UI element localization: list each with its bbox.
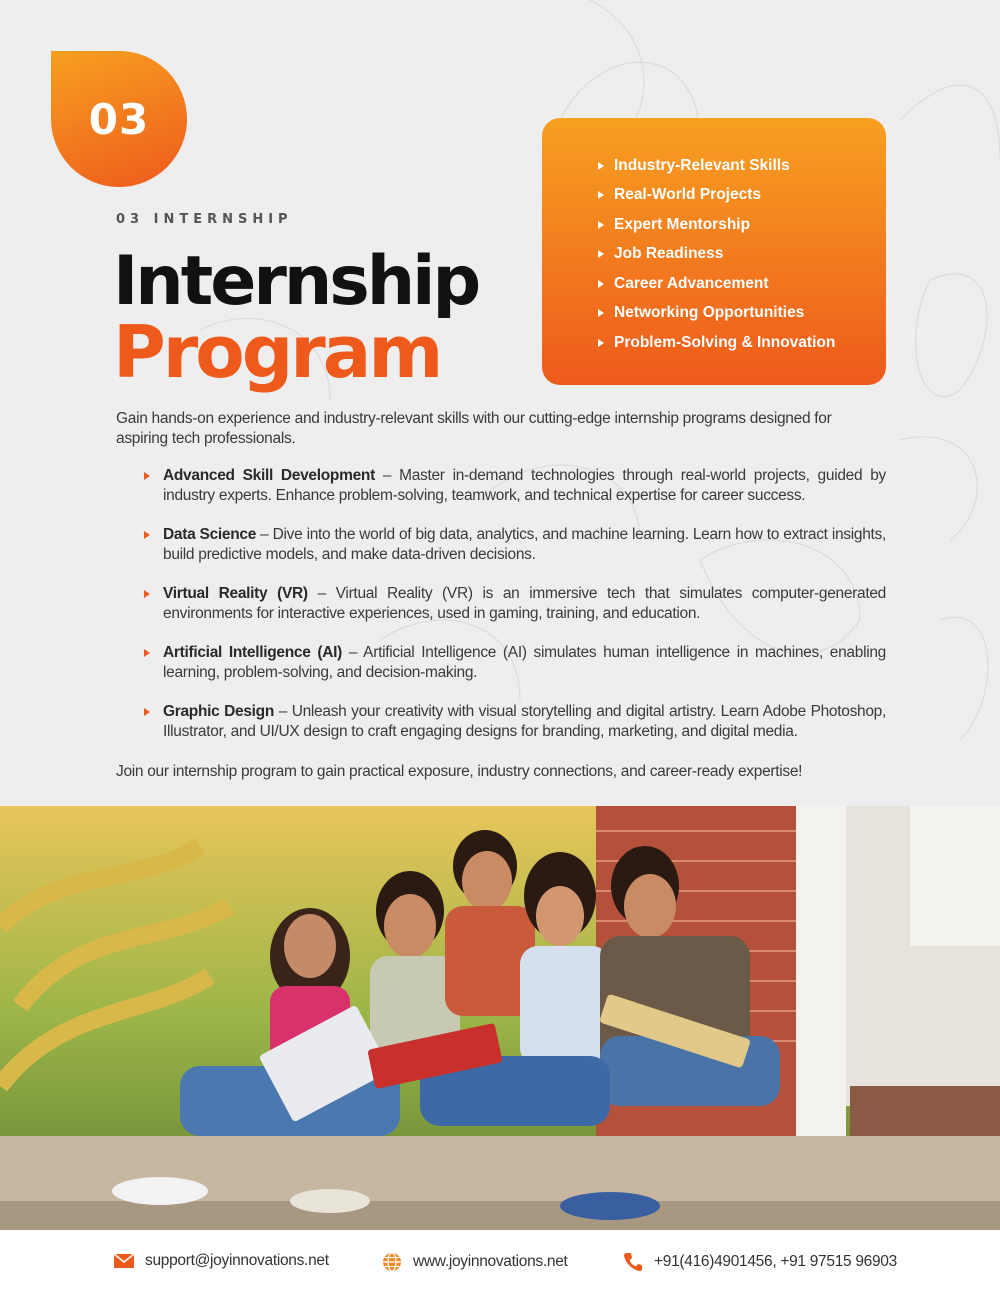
highlights-list — [598, 151, 886, 358]
feature-description: – Unleash your creativity with visual storytelling and digital artistry. Learn Adobe Photoshop, Illustrator, and UI/UX design to craft engaging designs for branding, marketing, and digital media. — [163, 703, 886, 740]
feature-item — [140, 584, 886, 643]
feature-name: Virtual Reality (VR) — [163, 585, 308, 602]
feature-item — [140, 702, 886, 761]
highlight-item: Career Advancement — [598, 269, 886, 299]
section-number-badge — [51, 51, 187, 187]
highlight-item: Job Readiness — [598, 240, 886, 270]
bullet-arrow-icon — [598, 191, 604, 199]
highlights-card — [542, 118, 886, 385]
page-footer — [0, 1230, 1000, 1294]
page-title-line2: Program — [113, 310, 441, 394]
bullet-arrow-icon — [144, 708, 150, 716]
page-title-line1: Internship — [113, 242, 479, 321]
feature-description: – Artificial Intelligence (AI) simulates human intelligence in machines, enabling learning, problem-solving, and decision-making. — [163, 644, 887, 681]
feature-name: Advanced Skill Development — [163, 467, 375, 484]
highlight-item: Expert Mentorship — [598, 210, 886, 240]
feature-description: – Dive into the world of big data, analytics, and machine learning. Learn how to extract insights, build predictive models, and make data-driven decisions. — [163, 526, 886, 563]
highlight-item: Networking Opportunities — [598, 299, 886, 329]
feature-description: – Virtual Reality (VR) is an immersive tech that simulates computer-generated environments for interactive experiences, used in gaming, training, and education. — [163, 585, 886, 622]
highlight-item: Real-World Projects — [598, 181, 886, 211]
students-photo — [0, 806, 1000, 1230]
bullet-arrow-icon — [144, 531, 150, 539]
closing-paragraph: Join our internship program to gain practical exposure, industry connections, and career-ready expertise! — [116, 763, 803, 780]
feature-item — [140, 466, 886, 525]
students-photo-illustration — [0, 806, 1000, 1230]
features-list — [140, 466, 886, 761]
bullet-arrow-icon — [598, 309, 604, 317]
section-number: 03 — [88, 94, 150, 144]
footer-email[interactable] — [113, 1252, 329, 1270]
envelope-icon — [113, 1253, 135, 1269]
bullet-arrow-icon — [598, 221, 604, 229]
globe-icon — [381, 1252, 403, 1272]
bullet-arrow-icon — [598, 339, 604, 347]
phone-icon — [622, 1252, 644, 1272]
feature-name: Graphic Design — [163, 703, 275, 720]
bullet-arrow-icon — [144, 472, 150, 480]
phone-numbers[interactable]: +91(416)4901456, +91 97515 96903 — [654, 1253, 897, 1270]
feature-name: Data Science — [163, 526, 257, 543]
email-link[interactable]: support@joyinnovations.net — [145, 1252, 329, 1269]
highlight-item: Problem-Solving & Innovation — [598, 328, 886, 358]
feature-item — [140, 643, 886, 702]
feature-description: – Master in-demand technologies through real-world projects, guided by industry experts. Enhance problem-solving, teamwork, and technical expertise for career success. — [163, 467, 886, 504]
footer-phone[interactable] — [622, 1252, 897, 1272]
bullet-arrow-icon — [144, 649, 150, 657]
intro-paragraph: Gain hands-on experience and industry-relevant skills with our cutting-edge internship programs designed for aspiring tech professionals. — [116, 410, 832, 447]
section-eyebrow: 03 INTERNSHIP — [116, 212, 293, 227]
bullet-arrow-icon — [144, 590, 150, 598]
feature-name: Artificial Intelligence (AI) — [163, 644, 343, 661]
feature-item — [140, 525, 886, 584]
footer-website[interactable] — [381, 1252, 568, 1272]
bullet-arrow-icon — [598, 250, 604, 258]
bullet-arrow-icon — [598, 162, 604, 170]
highlight-item: Industry-Relevant Skills — [598, 151, 886, 181]
bullet-arrow-icon — [598, 280, 604, 288]
website-link[interactable]: www.joyinnovations.net — [413, 1253, 568, 1270]
